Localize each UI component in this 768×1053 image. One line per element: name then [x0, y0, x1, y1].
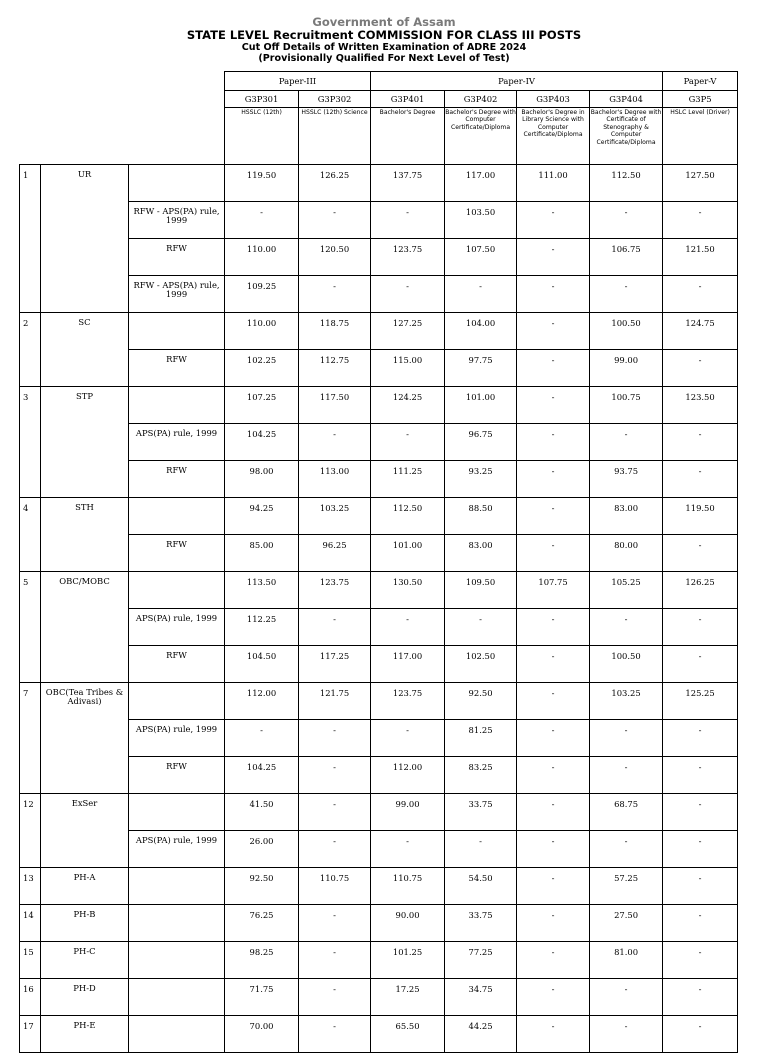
cutoff-value: 119.50 [225, 165, 299, 202]
cutoff-value: - [299, 609, 371, 646]
cutoff-value: - [590, 424, 663, 461]
cutoff-value: - [590, 609, 663, 646]
cutoff-value: - [299, 831, 371, 868]
cutoff-value: - [445, 276, 517, 313]
post-code: G3P403 [517, 91, 590, 108]
cutoff-value: 57.25 [590, 868, 663, 905]
cutoff-value: 112.50 [371, 498, 445, 535]
cutoff-value: - [371, 202, 445, 239]
cutoff-value: 96.25 [299, 535, 371, 572]
cutoff-value: - [590, 831, 663, 868]
cutoff-value: - [225, 202, 299, 239]
cutoff-value: 33.75 [445, 794, 517, 831]
cutoff-value: 100.50 [590, 646, 663, 683]
cutoff-value: 107.50 [445, 239, 517, 276]
sub-category [129, 572, 225, 609]
cutoff-value: 92.50 [445, 683, 517, 720]
cutoff-value: - [663, 905, 738, 942]
cutoff-value: - [663, 276, 738, 313]
cutoff-value: 104.50 [225, 646, 299, 683]
cutoff-value: - [517, 313, 590, 350]
cutoff-value: 92.50 [225, 868, 299, 905]
table-row [20, 794, 738, 831]
cutoff-value: 111.25 [371, 461, 445, 498]
cutoff-value: 119.50 [663, 498, 738, 535]
cutoff-value: 99.00 [371, 794, 445, 831]
cutoff-value: 104.25 [225, 757, 299, 794]
cutoff-value: 117.25 [299, 646, 371, 683]
document-subtitle: Cut Off Details of Written Examination of ADRE 2024 [241, 42, 527, 53]
serial-number: 5 [20, 572, 41, 683]
category: SC [41, 313, 129, 387]
cutoff-value: - [517, 942, 590, 979]
cutoff-value: 85.00 [225, 535, 299, 572]
cutoff-value: 112.50 [590, 165, 663, 202]
table-row [20, 979, 738, 1016]
cutoff-value: - [371, 276, 445, 313]
qualification: Bachelor's Degree with Certificate of Stenography & Computer Certificate/Diploma [590, 108, 663, 165]
cutoff-value: 77.25 [445, 942, 517, 979]
qualification: Bachelor's Degree [371, 108, 445, 165]
cutoff-value: - [590, 202, 663, 239]
cutoff-value: 81.25 [445, 720, 517, 757]
cutoff-value: - [517, 276, 590, 313]
cutoff-value: 105.25 [590, 572, 663, 609]
cutoff-value: - [590, 276, 663, 313]
header-blank [20, 72, 225, 91]
cutoff-value: 111.00 [517, 165, 590, 202]
cutoff-value: - [663, 757, 738, 794]
cutoff-value: - [299, 276, 371, 313]
document-note: (Provisionally Qualified For Next Level of Test) [258, 53, 510, 64]
sub-category: RFW [129, 646, 225, 683]
sub-category: RFW [129, 535, 225, 572]
cutoff-value: - [299, 794, 371, 831]
category: PH-B [41, 905, 129, 942]
post-code: G3P404 [590, 91, 663, 108]
cutoff-value: - [517, 905, 590, 942]
sub-category [129, 683, 225, 720]
cutoff-value: - [517, 794, 590, 831]
qualification: Bachelor's Degree with Computer Certificate/Diploma [445, 108, 517, 165]
cutoff-value: - [663, 794, 738, 831]
cutoff-value: 130.50 [371, 572, 445, 609]
cutoff-value: - [663, 979, 738, 1016]
category: ExSer [41, 794, 129, 868]
cutoff-value: - [299, 424, 371, 461]
cutoff-value: 126.25 [663, 572, 738, 609]
serial-number: 15 [20, 942, 41, 979]
sub-category [129, 1016, 225, 1053]
serial-number: 16 [20, 979, 41, 1016]
cutoff-value: 123.50 [663, 387, 738, 424]
cutoff-value: - [663, 1016, 738, 1053]
cutoff-table [19, 71, 738, 1053]
table-row [20, 683, 738, 720]
post-code: G3P402 [445, 91, 517, 108]
cutoff-value: 33.75 [445, 905, 517, 942]
cutoff-value: - [517, 498, 590, 535]
cutoff-value: - [663, 609, 738, 646]
sub-category: APS(PA) rule, 1999 [129, 720, 225, 757]
sub-category: RFW - APS(PA) rule, 1999 [129, 202, 225, 239]
cutoff-value: - [517, 979, 590, 1016]
sub-category: APS(PA) rule, 1999 [129, 609, 225, 646]
cutoff-value: 81.00 [590, 942, 663, 979]
serial-number: 2 [20, 313, 41, 387]
cutoff-value: 104.25 [225, 424, 299, 461]
post-code: G3P5 [663, 91, 738, 108]
cutoff-value: 110.00 [225, 313, 299, 350]
cutoff-value: 26.00 [225, 831, 299, 868]
cutoff-value: - [590, 979, 663, 1016]
serial-number: 14 [20, 905, 41, 942]
cutoff-value: - [517, 683, 590, 720]
cutoff-value: 117.00 [445, 165, 517, 202]
cutoff-value: 80.00 [590, 535, 663, 572]
cutoff-value: 27.50 [590, 905, 663, 942]
table-body [20, 165, 738, 1053]
cutoff-value: 113.50 [225, 572, 299, 609]
table-row [20, 165, 738, 202]
cutoff-value: 123.75 [299, 572, 371, 609]
cutoff-value: 112.75 [299, 350, 371, 387]
cutoff-value: 127.25 [371, 313, 445, 350]
cutoff-value: 118.75 [299, 313, 371, 350]
cutoff-value: 121.50 [663, 239, 738, 276]
table-row [20, 942, 738, 979]
cutoff-value: - [299, 1016, 371, 1053]
cutoff-value: 124.25 [371, 387, 445, 424]
cutoff-value: 137.75 [371, 165, 445, 202]
cutoff-value: 115.00 [371, 350, 445, 387]
cutoff-value: - [299, 202, 371, 239]
cutoff-value: - [663, 202, 738, 239]
cutoff-value: 104.00 [445, 313, 517, 350]
cutoff-value: 120.50 [299, 239, 371, 276]
cutoff-value: 93.25 [445, 461, 517, 498]
sub-category [129, 387, 225, 424]
table-row [20, 868, 738, 905]
sub-category [129, 313, 225, 350]
cutoff-value: 107.25 [225, 387, 299, 424]
category: UR [41, 165, 129, 313]
cutoff-value: 68.75 [590, 794, 663, 831]
cutoff-value: 99.00 [590, 350, 663, 387]
cutoff-value: 98.00 [225, 461, 299, 498]
cutoff-value: 34.75 [445, 979, 517, 1016]
cutoff-value: 96.75 [445, 424, 517, 461]
cutoff-value: - [663, 646, 738, 683]
cutoff-value: - [371, 831, 445, 868]
serial-number: 1 [20, 165, 41, 313]
header-blank [20, 91, 225, 108]
cutoff-value: - [371, 424, 445, 461]
cutoff-value: - [299, 720, 371, 757]
paper-header: Paper-V [663, 72, 738, 91]
cutoff-value: 93.75 [590, 461, 663, 498]
cutoff-value: 112.25 [225, 609, 299, 646]
cutoff-value: - [517, 868, 590, 905]
serial-number: 12 [20, 794, 41, 868]
sub-category: RFW [129, 757, 225, 794]
category: PH-E [41, 1016, 129, 1053]
cutoff-value: - [517, 461, 590, 498]
cutoff-value: 121.75 [299, 683, 371, 720]
cutoff-value: - [590, 720, 663, 757]
cutoff-value: - [663, 535, 738, 572]
cutoff-value: 83.00 [590, 498, 663, 535]
cutoff-value: - [225, 720, 299, 757]
cutoff-value: 101.00 [371, 535, 445, 572]
cutoff-value: - [517, 1016, 590, 1053]
paper-header: Paper-IV [371, 72, 663, 91]
post-code: G3P302 [299, 91, 371, 108]
cutoff-value: 17.25 [371, 979, 445, 1016]
cutoff-value: 109.25 [225, 276, 299, 313]
table-row [20, 313, 738, 350]
cutoff-value: 126.25 [299, 165, 371, 202]
sub-category: APS(PA) rule, 1999 [129, 831, 225, 868]
cutoff-value: 112.00 [225, 683, 299, 720]
category: PH-A [41, 868, 129, 905]
sub-category: RFW - APS(PA) rule, 1999 [129, 276, 225, 313]
sub-category: RFW [129, 239, 225, 276]
cutoff-value: - [517, 202, 590, 239]
cutoff-value: 94.25 [225, 498, 299, 535]
cutoff-value: - [371, 720, 445, 757]
category: STH [41, 498, 129, 572]
cutoff-value: 44.25 [445, 1016, 517, 1053]
sub-category [129, 165, 225, 202]
cutoff-value: 100.50 [590, 313, 663, 350]
sub-category [129, 905, 225, 942]
serial-number: 13 [20, 868, 41, 905]
cutoff-value: - [517, 239, 590, 276]
cutoff-value: - [445, 831, 517, 868]
cutoff-value: 109.50 [445, 572, 517, 609]
cutoff-value: - [517, 757, 590, 794]
cutoff-value: 110.75 [371, 868, 445, 905]
category: PH-D [41, 979, 129, 1016]
cutoff-value: - [663, 831, 738, 868]
cutoff-value: - [299, 757, 371, 794]
cutoff-value: - [517, 720, 590, 757]
cutoff-value: 113.00 [299, 461, 371, 498]
category: OBC/MOBC [41, 572, 129, 683]
serial-number: 7 [20, 683, 41, 794]
table-row [20, 498, 738, 535]
cutoff-value: 88.50 [445, 498, 517, 535]
cutoff-value: 106.75 [590, 239, 663, 276]
post-code: G3P401 [371, 91, 445, 108]
cutoff-value: - [517, 424, 590, 461]
cutoff-value: 103.25 [590, 683, 663, 720]
cutoff-value: 103.50 [445, 202, 517, 239]
cutoff-value: 65.50 [371, 1016, 445, 1053]
cutoff-value: - [663, 424, 738, 461]
post-code: G3P301 [225, 91, 299, 108]
cutoff-value: 90.00 [371, 905, 445, 942]
table-row [20, 905, 738, 942]
cutoff-value: 127.50 [663, 165, 738, 202]
cutoff-value: 107.75 [517, 572, 590, 609]
sub-category: RFW [129, 461, 225, 498]
cutoff-value: 123.75 [371, 239, 445, 276]
cutoff-value: - [663, 350, 738, 387]
cutoff-value: - [663, 720, 738, 757]
header-blank [20, 108, 225, 165]
paper-header: Paper-III [225, 72, 371, 91]
cutoff-value: 125.25 [663, 683, 738, 720]
category: STP [41, 387, 129, 498]
cutoff-value: 83.25 [445, 757, 517, 794]
sub-category [129, 942, 225, 979]
cutoff-value: 123.75 [371, 683, 445, 720]
cutoff-value: 117.00 [371, 646, 445, 683]
cutoff-value: - [517, 609, 590, 646]
cutoff-value: 41.50 [225, 794, 299, 831]
sub-category: APS(PA) rule, 1999 [129, 424, 225, 461]
qualification: HSLC Level (Driver) [663, 108, 738, 165]
cutoff-value: 71.75 [225, 979, 299, 1016]
cutoff-value: - [445, 609, 517, 646]
serial-number: 17 [20, 1016, 41, 1053]
cutoff-value: 110.00 [225, 239, 299, 276]
category: PH-C [41, 942, 129, 979]
cutoff-value: - [517, 350, 590, 387]
cutoff-value: 97.75 [445, 350, 517, 387]
sub-category [129, 794, 225, 831]
cutoff-value: - [517, 387, 590, 424]
qualification: HSSLC (12th) Science [299, 108, 371, 165]
cutoff-value: 110.75 [299, 868, 371, 905]
cutoff-value: 124.75 [663, 313, 738, 350]
cutoff-value: 54.50 [445, 868, 517, 905]
cutoff-value: 117.50 [299, 387, 371, 424]
qualification: Bachelor's Degree in Library Science with Computer Certificate/Diploma [517, 108, 590, 165]
cutoff-value: - [663, 461, 738, 498]
sub-category: RFW [129, 350, 225, 387]
cutoff-value: 101.25 [371, 942, 445, 979]
cutoff-value: 83.00 [445, 535, 517, 572]
cutoff-value: - [299, 942, 371, 979]
sub-category [129, 979, 225, 1016]
cutoff-value: - [663, 868, 738, 905]
cutoff-value: - [299, 905, 371, 942]
cutoff-value: 102.25 [225, 350, 299, 387]
cutoff-value: - [517, 831, 590, 868]
serial-number: 4 [20, 498, 41, 572]
sub-category [129, 498, 225, 535]
cutoff-value: 103.25 [299, 498, 371, 535]
qualification: HSSLC (12th) [225, 108, 299, 165]
category: OBC(Tea Tribes & Adivasi) [41, 683, 129, 794]
cutoff-value: 70.00 [225, 1016, 299, 1053]
cutoff-value: 102.50 [445, 646, 517, 683]
table-row [20, 572, 738, 609]
government-label: Government of Assam [312, 15, 456, 29]
cutoff-value: - [590, 1016, 663, 1053]
document-title: STATE LEVEL Recruitment COMMISSION FOR CLASS III POSTS [186, 28, 582, 42]
serial-number: 3 [20, 387, 41, 498]
cutoff-value: 101.00 [445, 387, 517, 424]
cutoff-value: - [299, 979, 371, 1016]
cutoff-value: 100.75 [590, 387, 663, 424]
cutoff-value: 112.00 [371, 757, 445, 794]
cutoff-value: - [663, 942, 738, 979]
cutoff-value: - [517, 535, 590, 572]
cutoff-value: - [371, 609, 445, 646]
table-row [20, 387, 738, 424]
cutoff-value: 76.25 [225, 905, 299, 942]
cutoff-value: - [517, 646, 590, 683]
sub-category [129, 868, 225, 905]
cutoff-value: 98.25 [225, 942, 299, 979]
table-row [20, 1016, 738, 1053]
cutoff-value: - [590, 757, 663, 794]
